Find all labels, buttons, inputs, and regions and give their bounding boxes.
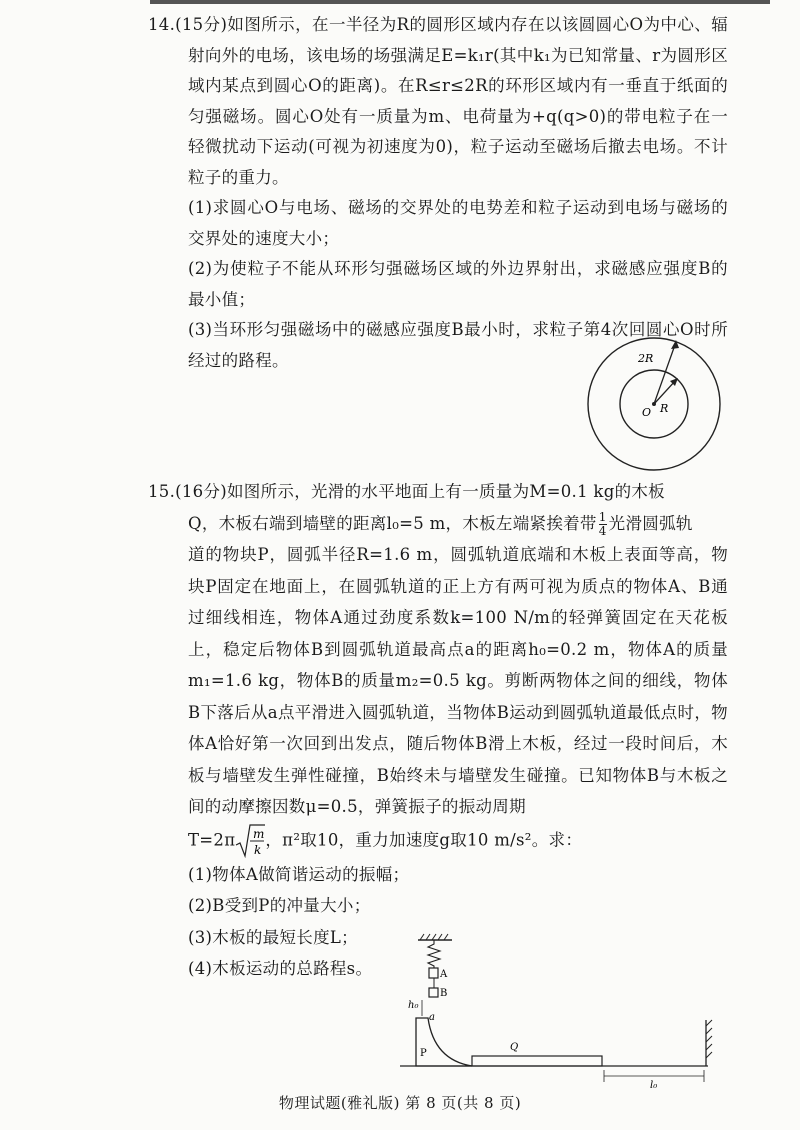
- svg-text:k: k: [254, 842, 262, 857]
- q15-figure: [400, 930, 720, 1090]
- q15-sub-1: (1)物体A做简谐运动的振幅；: [188, 864, 410, 884]
- q15-line-1: 15.(16分)如图所示，光滑的水平地面上有一质量为M=0.1 kg的木板: [148, 482, 665, 501]
- label-B: B: [440, 988, 448, 999]
- page-footer: 物理试题(雅礼版) 第 8 页(共 8 页): [278, 1094, 522, 1112]
- question-15: [148, 476, 728, 985]
- sqrt-symbol: [235, 823, 265, 859]
- quarter-fraction: $\frac{1}{4}$: [598, 509, 607, 538]
- q14-stem-text: (15分)如图所示，在一半径为R的圆形区域内存在以该圆圆心O为中心、辐射向外的电场，该电场的场强满足E=k₁r(其中k₁为已知常量、r为圆形区域内某点到圆心O的距离)。在R≤r≤2R的环形区域内有一垂直于纸面的匀强磁场。圆心O处有一质量为m、电荷量为+q(q>0)的带电粒子在一轻微扰动下运动(可视为初速度为0)，粒子运动至磁场后撤去电场。不计粒子的重力。: [175, 15, 728, 187]
- label-R: R: [660, 402, 669, 415]
- q14-sub-1: (1)求圆心O与电场、磁场的交界处的电势差和粒子运动到电场与磁场的交界处的速度大小；: [188, 198, 728, 248]
- label-O: O: [642, 406, 652, 419]
- q15-formula-line: T=2π m k ，π²取10，重力加速度g取10 m/s²。求：: [188, 823, 728, 859]
- spring: [428, 940, 440, 968]
- q14-stem: [148, 10, 728, 193]
- q15-sub-2: (2)B受到P的冲量大小；: [188, 896, 371, 915]
- label-P: P: [420, 1048, 427, 1059]
- radius-2R-line: [654, 342, 676, 404]
- q15-sub-4: (4)木板运动的总路程s。: [188, 959, 373, 978]
- wall-hatch: [706, 1020, 712, 1058]
- svg-text:m: m: [253, 826, 266, 841]
- label-A: A: [440, 969, 448, 980]
- q15-stem-body: 道的物块P，圆弧半径R=1.6 m，圆弧轨道底端和木板上表面等高，物块P固定在地面上，在圆弧轨道的正上方有两可视为质点的物体A、B通过细线相连，物体A通过劲度系数k=100 N/m的轻弹簧固定在天花板上，稳定后物体B到圆弧轨道最高点a的距离h₀=0.2 m，物体A的质量m₁=1.6 kg，物体B的质量m₂=0.5 kg。剪断两物体之间的细线，物体B下落后从a点平滑进入圆弧轨道，当物体B运动到圆弧轨道最低点时，物体A恰好第一次回到出发点，随后物体B滑上木板，经过一段时间后，木板与墙壁发生弹性碰撞，B始终未与墙壁发生碰撞。已知物体B与木板之间的动摩擦因数μ=0.5，弹簧振子的振动周期: [188, 545, 728, 816]
- block-B: [429, 988, 438, 997]
- label-2R: 2R: [638, 352, 654, 365]
- q14-sub-3: (3)当环形匀强磁场中的磁感应强度B最小时，求粒子第4次回圆心O时所经过的路程。: [188, 320, 728, 370]
- q15-sub-3: (3)木板的最短长度L；: [188, 927, 358, 947]
- label-a: a: [429, 1012, 435, 1023]
- q14-number: 14.: [148, 15, 176, 34]
- block-A: [429, 968, 438, 978]
- ceiling-hatch: [420, 934, 448, 940]
- q14-figure-circles: [586, 336, 722, 472]
- board-Q: [472, 1056, 602, 1066]
- label-l0: l₀: [650, 1080, 658, 1090]
- q15-line-2: Q，木板右端到墙壁的距离l₀=5 m，木板左端紧挨着带 $\frac{1}{4}$ 光滑圆弧轨: [188, 509, 693, 538]
- top-border-line: [150, 0, 770, 4]
- label-h0: h₀: [408, 1000, 419, 1011]
- label-Q: Q: [510, 1042, 519, 1053]
- question-14: [148, 10, 728, 376]
- q14-sub-2: (2)为使粒子不能从环形匀强磁场区域的外边界射出，求磁感应强度B的最小值；: [188, 259, 728, 309]
